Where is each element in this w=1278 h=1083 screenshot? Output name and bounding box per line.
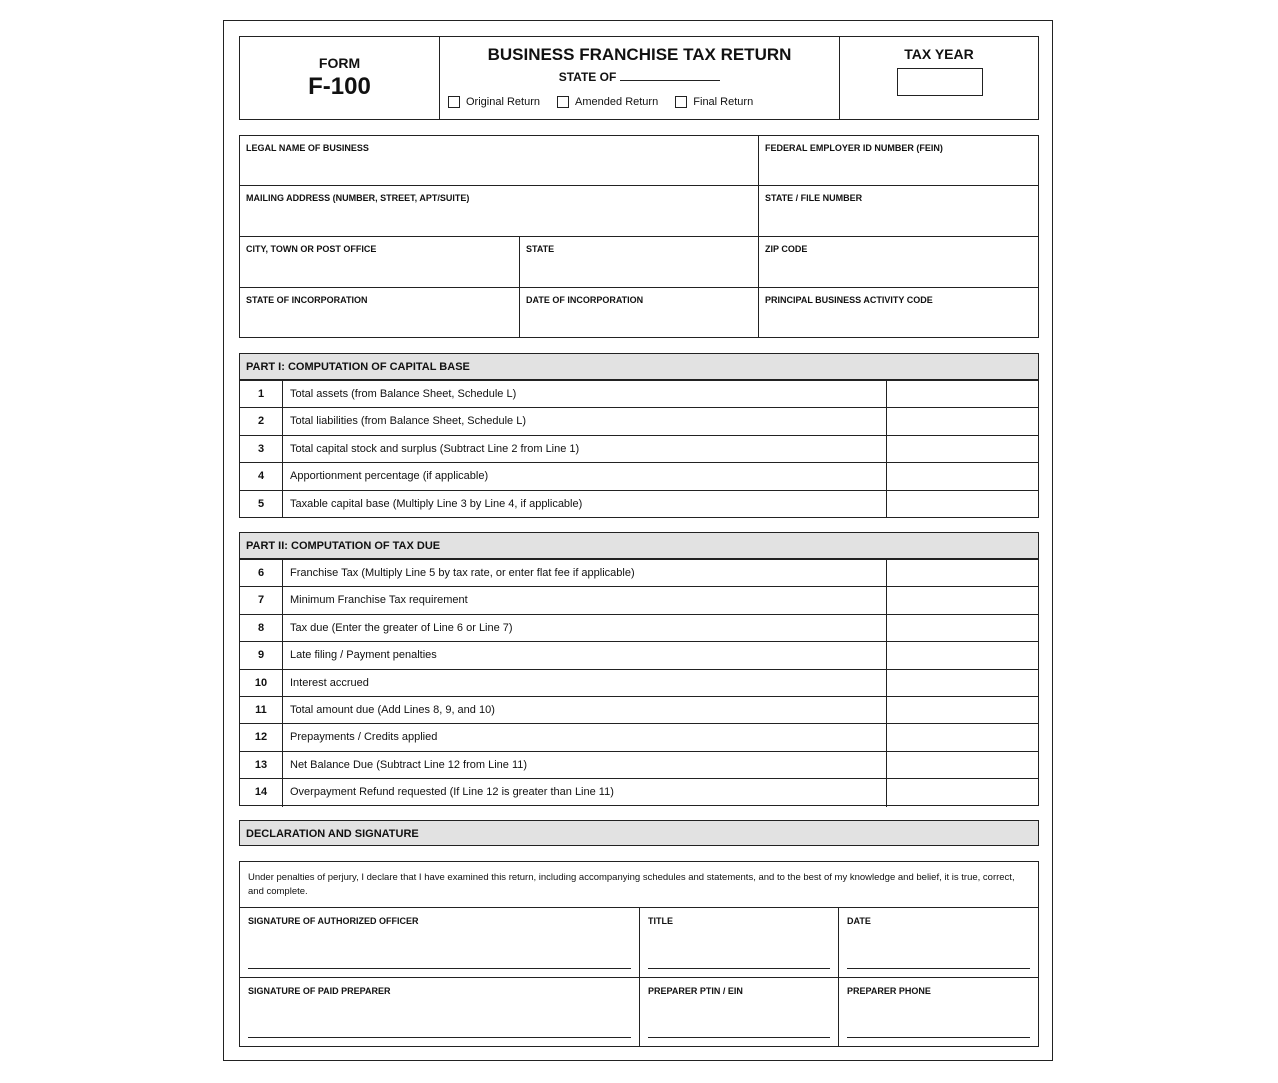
city-label: CITY, TOWN OR POST OFFICE [246, 244, 377, 254]
line-description: Net Balance Due (Subtract Line 12 from Line 11) [290, 758, 528, 771]
final-return-label: Final Return [693, 96, 754, 108]
line-item-row [240, 463, 1038, 490]
form-header [239, 36, 1039, 120]
tax-form-page [223, 20, 1053, 1061]
amended-return-option[interactable] [557, 96, 658, 108]
line-description: Franchise Tax (Multiply Line 5 by tax rate, or enter flat fee if applicable) [290, 567, 635, 579]
line-item-row [240, 670, 1038, 697]
activity-code-field[interactable] [759, 288, 1038, 337]
mailing-address-label: MAILING ADDRESS (NUMBER, STREET, APT/SUITE) [246, 193, 470, 203]
form-number: F-100 [308, 73, 371, 100]
perjury-statement: Under penalties of perjury, I declare that I have examined this return, including accompanying schedules and statements, and to the best of my knowledge and belief, it is true, correct, and complete. [248, 872, 1015, 897]
line-description: Minimum Franchise Tax requirement [290, 594, 468, 607]
line-item-row [240, 560, 1038, 587]
state-of-line[interactable] [620, 70, 720, 81]
line-description: Tax due (Enter the greater of Line 6 or Line 7) [290, 621, 513, 634]
line-amount-input[interactable] [886, 724, 1038, 750]
state-of-incorporation-label: STATE OF INCORPORATION [246, 295, 368, 305]
state-of-label: STATE OF [558, 70, 617, 84]
line-description: Apportionment percentage (if applicable) [290, 470, 489, 483]
title-label: TITLE [648, 916, 673, 926]
part1-heading-text: PART I: COMPUTATION OF CAPITAL BASE [246, 361, 470, 373]
line-description: Total amount due (Add Lines 8, 9, and 10) [290, 704, 495, 716]
line-number: 2 [240, 408, 283, 434]
line-number: 6 [240, 560, 283, 586]
preparer-ptin-line[interactable] [648, 1037, 830, 1038]
line-amount-input[interactable] [886, 697, 1038, 723]
legal-name-label: LEGAL NAME OF BUSINESS [246, 143, 369, 153]
legal-name-field[interactable] [240, 136, 759, 186]
line-amount-input[interactable] [886, 560, 1038, 586]
line-description: Taxable capital base (Multiply Line 3 by Line 4, if applicable) [290, 497, 583, 510]
state-label: STATE [526, 244, 555, 254]
line-amount-input[interactable] [886, 670, 1038, 696]
state-of-field[interactable] [440, 70, 839, 84]
line-item-row [240, 697, 1038, 724]
line-amount-input[interactable] [886, 642, 1038, 668]
line-number: 14 [240, 779, 283, 806]
date-field[interactable] [839, 907, 1038, 977]
preparer-signature-line[interactable] [248, 1037, 631, 1038]
state-file-number-field[interactable] [759, 186, 1038, 237]
zip-code-field[interactable] [759, 237, 1038, 288]
line-amount-input[interactable] [886, 752, 1038, 778]
original-return-option[interactable] [448, 96, 540, 108]
fein-field[interactable] [759, 136, 1038, 186]
line-item-row [240, 615, 1038, 642]
line-description: Total liabilities (from Balance Sheet, Schedule L) [290, 415, 527, 428]
line-number: 13 [240, 752, 283, 778]
form-title: BUSINESS FRANCHISE TAX RETURN [487, 45, 792, 64]
line-amount-input[interactable] [886, 463, 1038, 489]
officer-signature-label: SIGNATURE OF AUTHORIZED OFFICER [248, 916, 419, 926]
line-number: 5 [240, 491, 283, 518]
line-number: 9 [240, 642, 283, 668]
line-description: Total capital stock and surplus (Subtract Line 2 from Line 1) [290, 442, 580, 455]
title-field[interactable] [640, 907, 839, 977]
mailing-address-field[interactable] [240, 186, 759, 237]
form-title-block [440, 37, 840, 119]
city-field[interactable] [240, 237, 520, 288]
part2-heading-text: PART II: COMPUTATION OF TAX DUE [246, 540, 441, 552]
amended-return-checkbox[interactable] [557, 96, 569, 108]
declaration-heading [239, 820, 1039, 846]
line-item-row [240, 491, 1038, 518]
line-item-row [240, 408, 1038, 435]
original-return-label: Original Return [466, 96, 540, 108]
line-number: 4 [240, 463, 283, 489]
form-word: FORM [318, 55, 361, 71]
officer-signature-field[interactable] [240, 907, 640, 977]
business-info-grid [239, 135, 1039, 338]
part2-heading [239, 532, 1039, 559]
state-file-number-label: STATE / FILE NUMBER [765, 193, 863, 203]
line-amount-input[interactable] [886, 587, 1038, 613]
date-line[interactable] [847, 968, 1030, 969]
activity-code-label: PRINCIPAL BUSINESS ACTIVITY CODE [765, 295, 933, 305]
part1-table [239, 380, 1039, 518]
state-of-incorporation-field[interactable] [240, 288, 520, 337]
line-number: 3 [240, 436, 283, 462]
line-number: 11 [240, 697, 283, 723]
line-description: Late filing / Payment penalties [290, 649, 437, 662]
line-number: 1 [240, 381, 283, 407]
preparer-phone-field[interactable] [839, 977, 1038, 1046]
line-item-row [240, 587, 1038, 614]
date-label: DATE [847, 916, 871, 926]
state-field[interactable] [520, 237, 759, 288]
form-id-block [240, 37, 440, 119]
line-number: 7 [240, 587, 283, 613]
line-item-row [240, 724, 1038, 751]
tax-year-input[interactable] [897, 68, 983, 96]
date-of-incorporation-label: DATE OF INCORPORATION [526, 295, 644, 305]
fein-label: FEDERAL EMPLOYER ID NUMBER (FEIN) [765, 143, 943, 153]
part1-heading [239, 353, 1039, 380]
line-description: Prepayments / Credits applied [290, 731, 438, 744]
return-type-checkboxes [448, 96, 767, 111]
line-amount-input[interactable] [886, 436, 1038, 462]
declaration-box [239, 861, 1039, 1047]
line-description: Interest accrued [290, 676, 369, 689]
preparer-phone-line[interactable] [847, 1037, 1030, 1038]
line-item-row [240, 642, 1038, 669]
part2-table [239, 559, 1039, 806]
line-amount-input[interactable] [886, 408, 1038, 434]
line-item-row [240, 381, 1038, 408]
final-return-checkbox[interactable] [675, 96, 687, 108]
line-amount-input[interactable] [886, 779, 1038, 806]
line-number: 8 [240, 615, 283, 641]
line-number: 12 [240, 724, 283, 750]
line-description: Overpayment Refund requested (If Line 12 is greater than Line 11) [290, 786, 614, 799]
line-amount-input[interactable] [886, 491, 1038, 518]
preparer-ptin-label: PREPARER PTIN / EIN [648, 986, 743, 996]
preparer-signature-label: SIGNATURE OF PAID PREPARER [248, 986, 391, 996]
date-of-incorporation-field[interactable] [520, 288, 759, 337]
line-item-row [240, 752, 1038, 779]
preparer-signature-field[interactable] [240, 977, 640, 1046]
tax-year-block [840, 37, 1038, 119]
preparer-ptin-field[interactable] [640, 977, 839, 1046]
preparer-phone-label: PREPARER PHONE [847, 986, 931, 996]
officer-signature-line[interactable] [248, 968, 631, 969]
line-amount-input[interactable] [886, 381, 1038, 407]
original-return-checkbox[interactable] [448, 96, 460, 108]
line-item-row [240, 436, 1038, 463]
line-item-row [240, 779, 1038, 806]
amended-return-label: Amended Return [575, 96, 659, 108]
line-amount-input[interactable] [886, 615, 1038, 641]
tax-year-label: TAX YEAR [904, 46, 974, 62]
zip-code-label: ZIP CODE [765, 244, 808, 254]
title-line[interactable] [648, 968, 830, 969]
final-return-option[interactable] [675, 96, 753, 108]
line-description: Total assets (from Balance Sheet, Schedule L) [290, 388, 517, 400]
line-number: 10 [240, 670, 283, 696]
declaration-heading-text: DECLARATION AND SIGNATURE [246, 828, 419, 840]
